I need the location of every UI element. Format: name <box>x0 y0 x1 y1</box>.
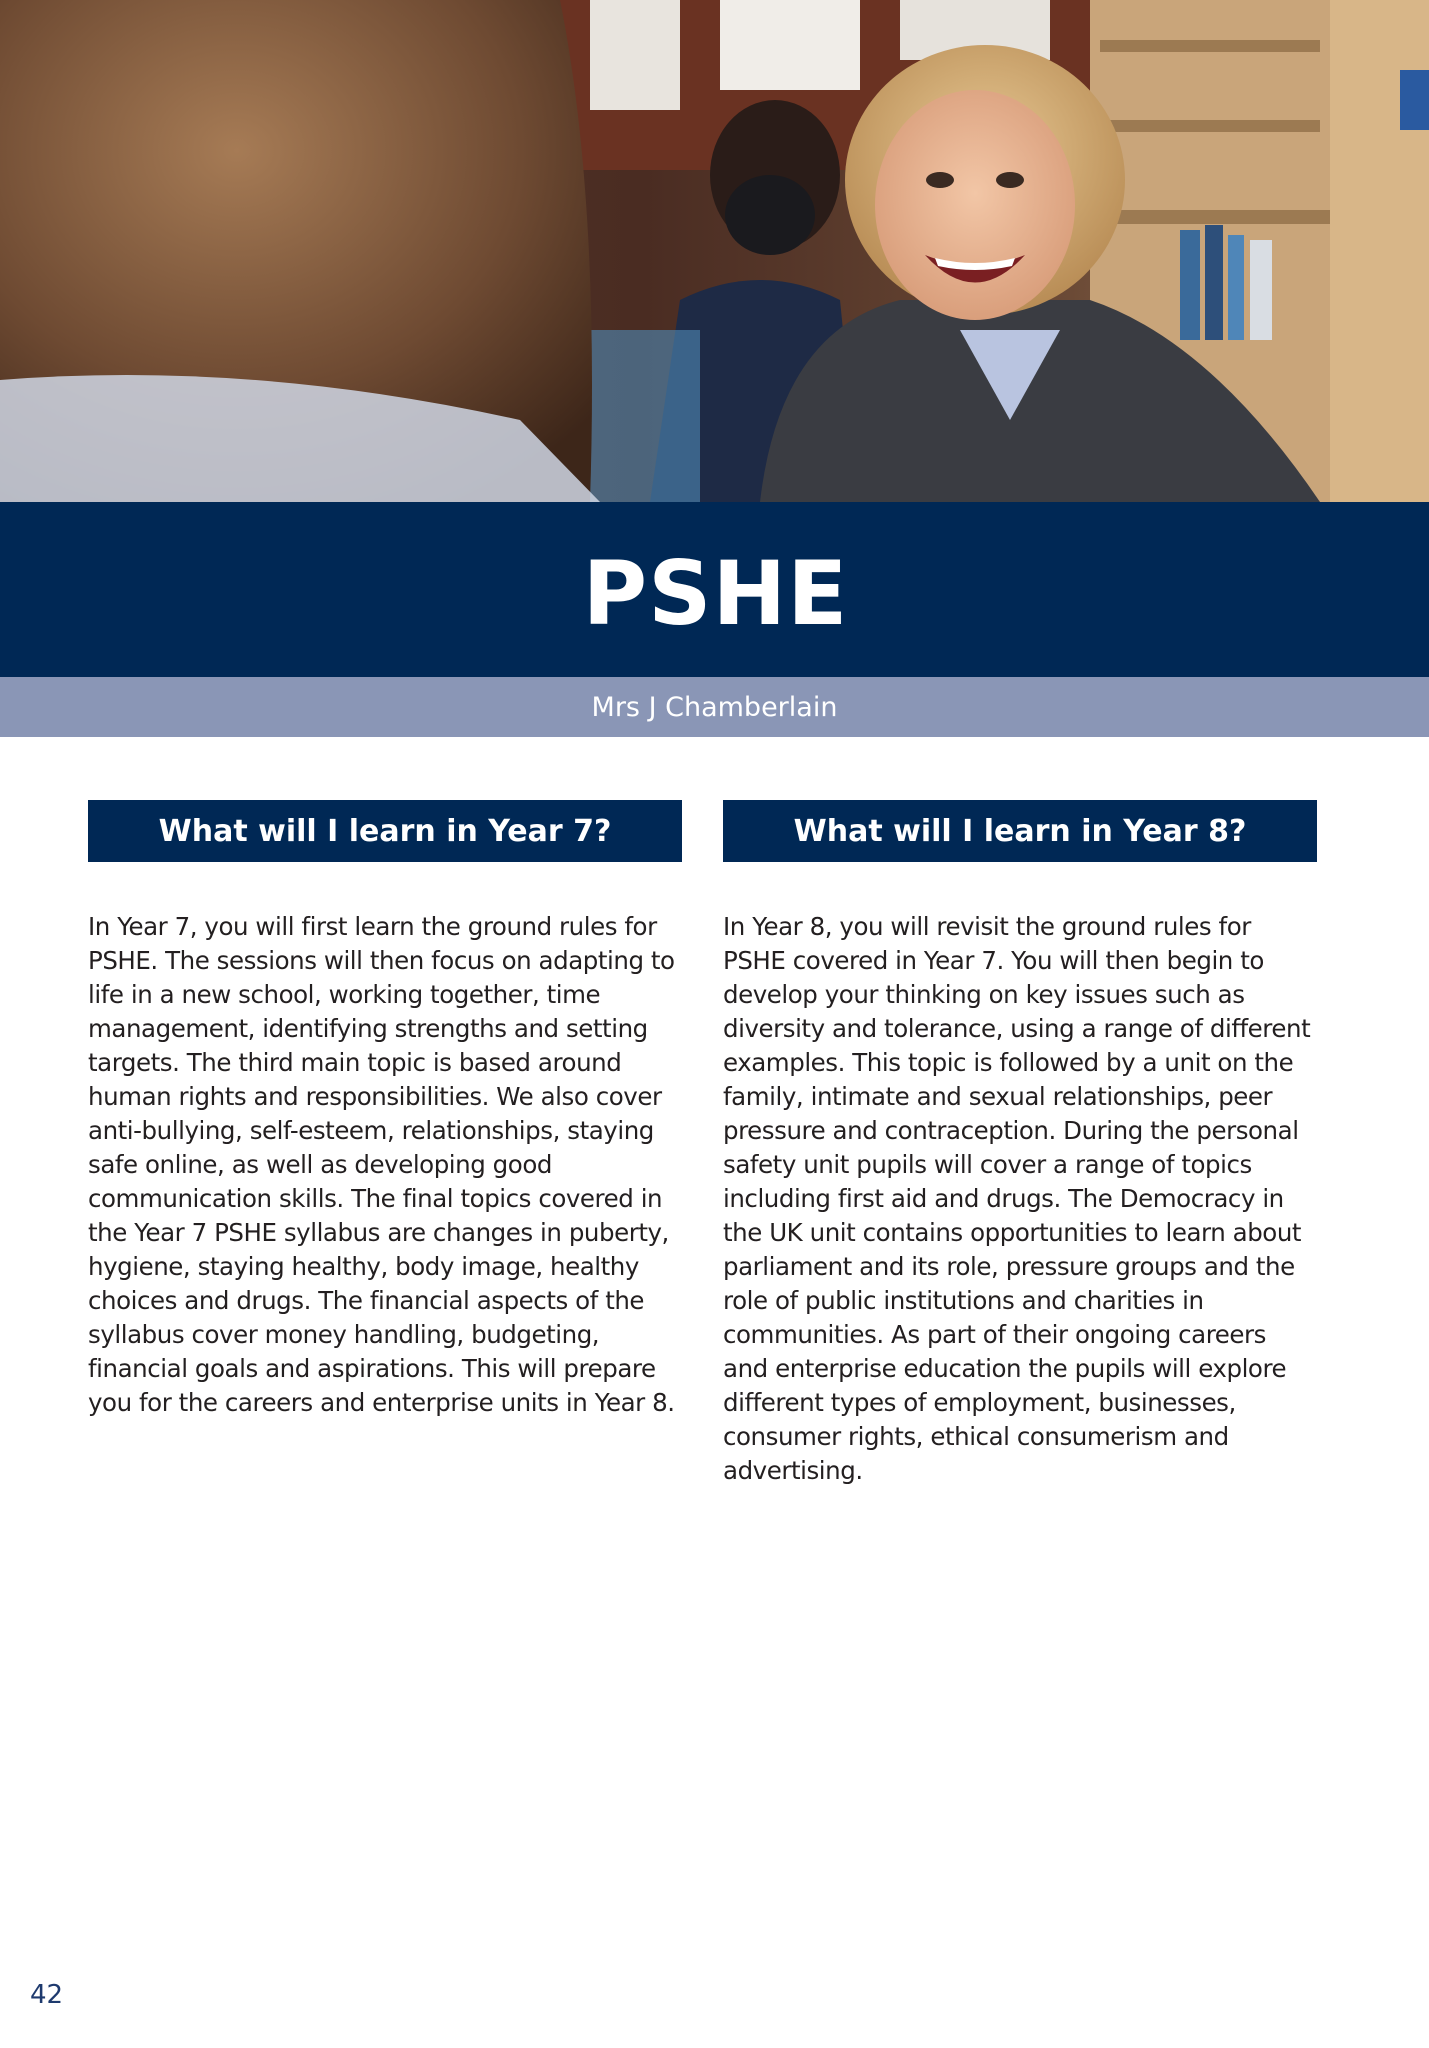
classroom-photo-icon <box>0 0 1429 502</box>
teacher-name: Mrs J Chamberlain <box>591 691 838 723</box>
year8-body: In Year 8, you will revisit the ground rules for PSHE covered in Year 7. You will then begin to develop your thinking on key issues such as diversity and tolerance, using a range of different examples. This topic is followed by a unit on the family, intimate and sexual relationships, peer pressure and contraception. During the personal safety unit pupils will cover a range of topics including first aid and drugs. The Democracy in the UK unit contains opportunities to learn about parliament and its role, pressure groups and the role of public institutions and charities in communities. As part of their ongoing careers and enterprise education the pupils will explore different types of employment, businesses, consumer rights, ethical consumerism and advertising. <box>723 912 1311 1485</box>
teacher-band <box>0 677 1429 737</box>
year7-heading: What will I learn in Year 7? <box>88 800 682 862</box>
hero-photo <box>0 0 1429 502</box>
year7-column <box>88 800 682 1420</box>
year8-column <box>723 800 1317 1488</box>
page-number: 42 <box>30 1980 64 2010</box>
year7-body: In Year 7, you will first learn the ground rules for PSHE. The sessions will then focus on adapting to life in a new school, working together, time management, identifying strengths and setting targets. The third main topic is based around human rights and responsibilities. We also cover anti-bullying, self-esteem, relationships, staying safe online, as well as developing good communication skills. The final topics covered in the Year 7 PSHE syllabus are changes in puberty, hygiene, staying healthy, body image, healthy choices and drugs. The financial aspects of the syllabus cover money handling, budgeting, financial goals and aspirations. This will prepare you for the careers and enterprise units in Year 8. <box>88 912 675 1417</box>
title-band <box>0 502 1429 677</box>
year8-heading: What will I learn in Year 8? <box>723 800 1317 862</box>
page-title: PSHE <box>582 541 849 645</box>
